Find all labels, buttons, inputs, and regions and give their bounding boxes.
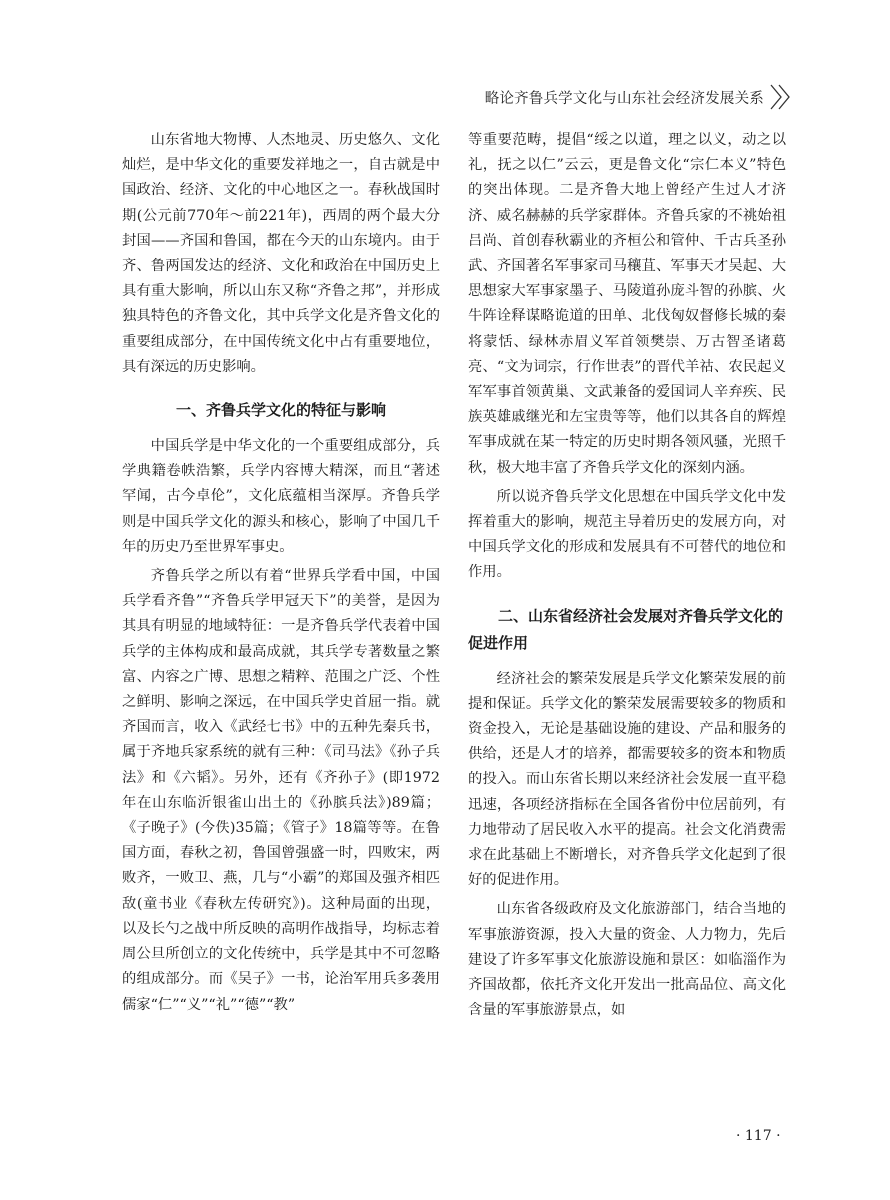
double-chevron-right-icon: [766, 82, 796, 112]
section-2-paragraph-1: 经济社会的繁荣发展是兵学文化繁荣发展的前提和保证。兵学文化的繁荣发展需要较多的物质和资金投入，无论是基础设施的建设、产品和服务的供给，还是人才的培养，都需要较多的资本和物质的投入。而山东省长期以来经济社会发展一直平稳迅速，各项经济指标在全国各省份中位居前列，有力地带动了居民收入水平的提高。社会文化消费需求在此基础上不断增长，对齐鲁兵学文化起到了很好的促进作用。: [468, 670, 786, 889]
page-number: · 117 ·: [736, 1128, 781, 1144]
section-1-heading: 一、齐鲁兵学文化的特征与影响: [175, 401, 386, 420]
section-1-paragraph-2: 齐鲁兵学之所以有着“世界兵学看中国，中国兵学看齐鲁”“齐鲁兵学甲冠天下”的美誉，是因为其具有明显的地域特征：一是齐鲁兵学代表着中国兵学的主体构成和最高成就，其兵学专著数量之繁富、内容之广博、思想之精粹、范围之广泛、个性之鲜明、影响之深远，在中国兵学史首屈一指。就齐国而言，收入《武经七书》中的五种先秦兵书，属于齐地兵家系统的就有三种：《司马法》《孙子兵法》和《六韬》。另外，还有《齐孙子》(即1972年在山东临沂银雀山出土的《孙膑兵法》)89篇；《子晚子》(今佚)35篇；《管子》18篇等等。在鲁国方面，春秋之初，鲁国曾强盛一时，四败宋，两败齐，一败卫、燕，几与“小霸”的郑国及强齐相匹敌(童书业《春秋左传研究》)。这种局面的出现，以及长勺之战中所反映的高明作战指导，均标志着周公旦所创立的文化传统中，兵学是其中不可忽略的组成部分。而《吴子》一书，论治军用兵多袭用儒家“仁”“义”“礼”“德”“教”: [122, 568, 440, 1013]
section-2-paragraph-2: 山东省各级政府及文化旅游部门，结合当地的军事旅游资源，投入大量的资金、人力物力，先后建设了许多军事文化旅游设施和景区：如临淄作为齐国故都，依托齐文化开发出一批高品位、高文化含量的军事旅游景点，如: [468, 901, 786, 1019]
running-title: 略论齐鲁兵学文化与山东社会经济发展关系: [484, 91, 764, 107]
right-column: [468, 128, 786, 1028]
running-header: [470, 78, 800, 118]
continued-paragraph: 等重要范畴，提倡“绥之以道，理之以义，动之以礼，抚之以仁”云云，更是鲁文化“宗仁本义”特色的突出体现。二是齐鲁大地上曾经产生过人才济济、威名赫赫的兵学家群体。齐鲁兵家的不祧始祖吕尚、首创春秋霸业的齐桓公和管仲、千古兵圣孙武、齐国著名军事家司马穰苴、军事天才吴起、大思想家大军事家墨子、马陵道孙庞斗智的孙膑、火牛阵诠释谋略诡道的田单、北伐匈奴督修长城的秦将蒙恬、绿林赤眉义军首领樊崇、万古智圣诸葛亮、“文为词宗，行作世表”的晋代羊祜、农民起义军军事首领黄巢、文武兼备的爱国词人辛弃疾、民族英雄戚继光和左宝贵等等，他们以其各自的辉煌军事成就在某一特定的历史时期各领风骚，光照千秋，极大地丰富了齐鲁兵学文化的深刻内涵。: [468, 132, 786, 476]
section-1-paragraph-1: 中国兵学是中华文化的一个重要组成部分，兵学典籍卷帙浩繁，兵学内容博大精深，而且“著述罕闻，古今卓伦”，文化底蕴相当深厚。齐鲁兵学则是中国兵学文化的源头和核心，影响了中国几千年的历史乃至世界军事史。: [122, 438, 440, 555]
left-column: [122, 128, 440, 1022]
section-2-heading: 二、山东省经济社会发展对齐鲁兵学文化的促进作用: [468, 606, 784, 652]
summary-paragraph: 所以说齐鲁兵学文化思想在中国兵学文化中发挥着重大的影响，规范主导着历史的发展方向，对中国兵学文化的形成和发展具有不可替代的地位和作用。: [468, 488, 786, 581]
intro-paragraph: 山东省地大物博、人杰地灵、历史悠久、文化灿烂，是中华文化的重要发祥地之一，自古就是中国政治、经济、文化的中心地区之一。春秋战国时期(公元前770年～前221年)，西周的两个最大分封国——齐国和鲁国，都在今天的山东境内。由于齐、鲁两国发达的经济、文化和政治在中国历史上具有重大影响，所以山东又称“齐鲁之邦”，并形成独具特色的齐鲁文化，其中兵学文化是齐鲁文化的重要组成部分，在中国传统文化中占有重要地位，具有深远的历史影响。: [122, 132, 440, 375]
